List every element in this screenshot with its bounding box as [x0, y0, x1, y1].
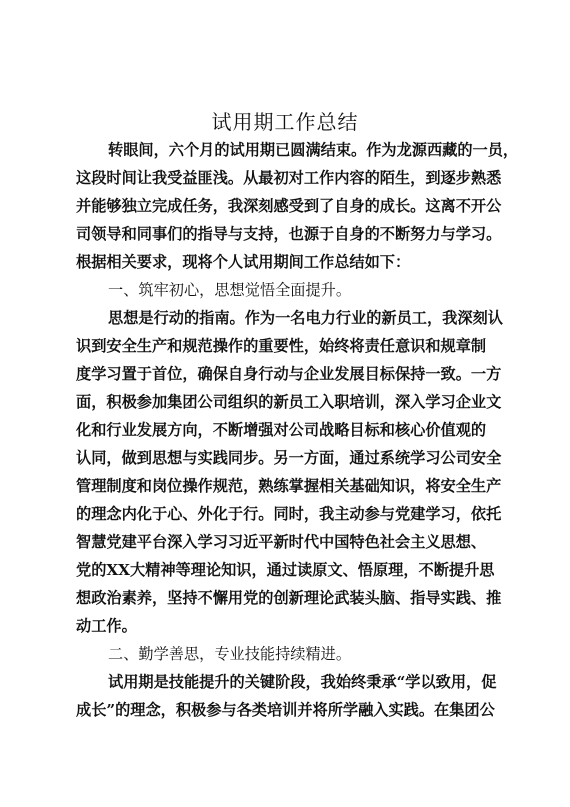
paragraph-line: 化和行业发展方向，不断增强对公司战略目标和核心价值观的	[76, 421, 487, 439]
paragraph-line: 度学习置于首位，确保自身行动与企业发展目标保持一致。一方	[76, 365, 502, 383]
paragraph-line: 管理制度和岗位操作规范，熟练掌握相关基础知识，将安全生产	[76, 477, 502, 495]
document-title: 试用期工作总结	[211, 110, 359, 134]
paragraph-line: 党的XX大精神等理论知识，通过读原文、悟原理，不断提升思	[76, 561, 495, 579]
paragraph-line: 识到安全生产和规范操作的重要性，始终将责任意识和规章制	[76, 337, 487, 355]
paragraph-line: 认同，做到思想与实践同步。另一方面，通过系统学习公司安全	[76, 449, 502, 467]
paragraph-line: 司领导和同事们的指导与支持，也源于自身的不断努力与学习。	[76, 225, 502, 243]
section-heading-1: 一、筑牢初心，思想觉悟全面提升。	[108, 281, 351, 299]
paragraph-line: 面，积极参加集团公司组织的新员工入职培训，深入学习企业文	[76, 393, 502, 411]
paragraph-line: 根据相关要求，现将个人试用期间工作总结如下：	[76, 253, 411, 271]
section-heading-2: 二、勤学善思，专业技能持续精进。	[108, 645, 351, 663]
paragraph-line: 的理念内化于心、外化于行。同时，我主动参与党建学习，依托	[76, 505, 502, 523]
paragraph-line: 动工作。	[76, 617, 137, 635]
paragraph-line: 成长”的理念，积极参与各类培训并将所学融入实践。在集团公	[76, 701, 495, 719]
paragraph-line: 这段时间让我受益匪浅。从最初对工作内容的陌生，到逐步熟悉	[76, 169, 502, 187]
paragraph-line: 转眼间，六个月的试用期已圆满结束。作为龙源西藏的一员，	[108, 141, 519, 159]
paragraph-line: 想政治素养，坚持不懈用党的创新理论武装头脑、指导实践、推	[76, 589, 502, 607]
paragraph-line: 并能够独立完成任务，我深刻感受到了自身的成长。这离不开公	[76, 197, 502, 215]
paragraph-line: 智慧党建平台深入学习习近平新时代中国特色社会主义思想、	[76, 533, 487, 551]
paragraph-line: 思想是行动的指南。作为一名电力行业的新员工，我深刻认	[108, 309, 503, 327]
paragraph-line: 试用期是技能提升的关键阶段，我始终秉承“学以致用，促	[108, 673, 497, 691]
